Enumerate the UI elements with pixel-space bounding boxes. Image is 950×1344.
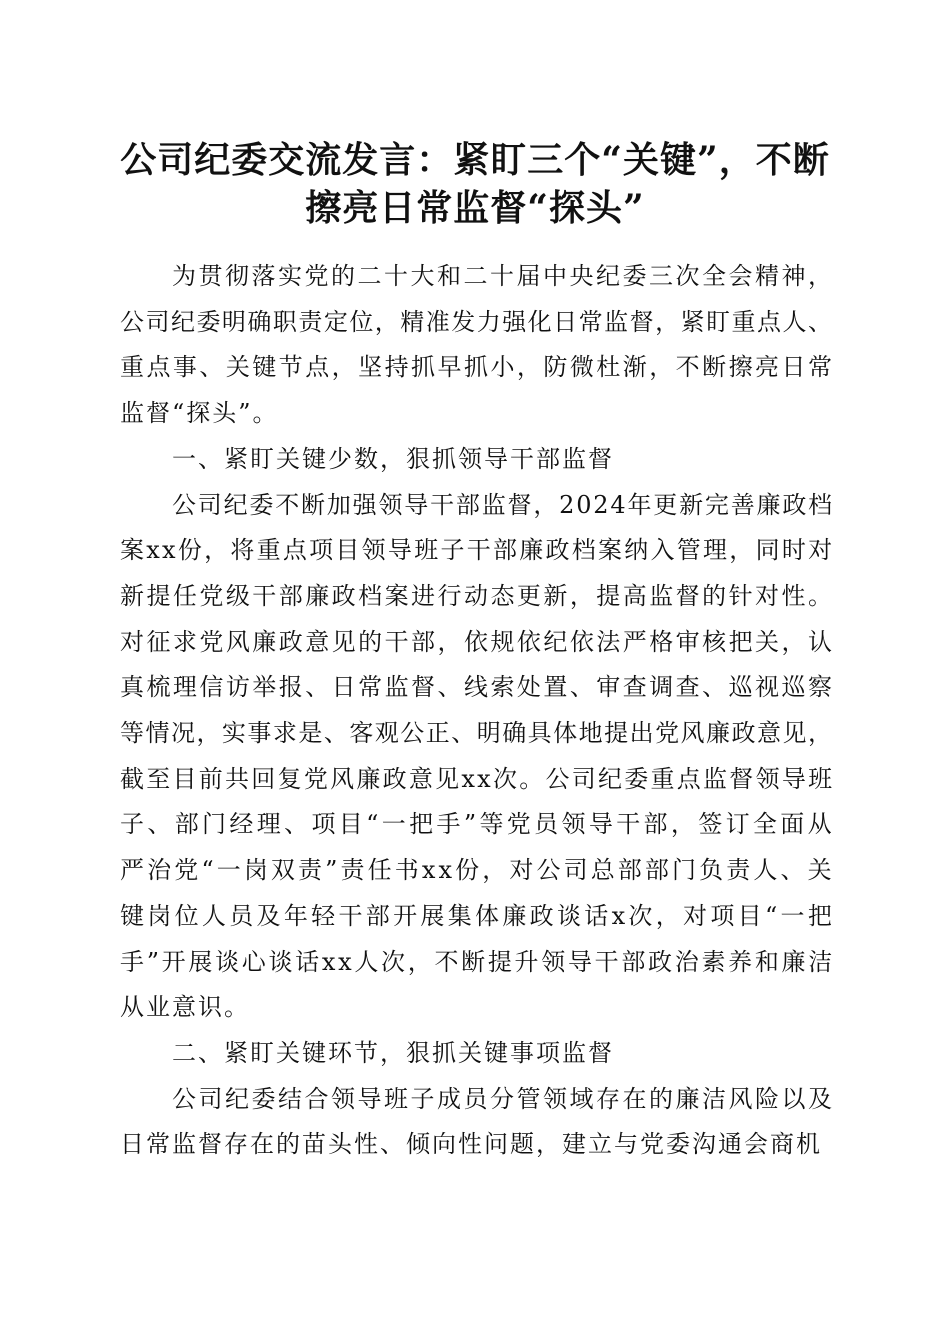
paragraph-line: 重点事、关键节点，坚持抓早抓小，防微杜渐，不断擦亮日常 <box>120 353 835 382</box>
paragraph-line: 公司纪委明确职责定位，精准发力强化日常监督，紧盯重点人、 <box>120 307 834 336</box>
document-title-line-1: 公司纪委交流发言：紧盯三个“关键”，不断 <box>120 139 830 181</box>
paragraph-line: 为贯彻落实党的二十大和二十届中央纪委三次全会精神， <box>172 262 835 290</box>
paragraph-line: 严治党“一岗双责”责任书xx份，对公司总部部门负责人、关 <box>120 856 835 885</box>
paragraph-line: 新提任党级干部廉政档案进行动态更新，提高监督的针对性。 <box>120 581 835 610</box>
paragraph-line: 公司纪委不断加强领导干部监督，2024年更新完善廉政档 <box>172 490 834 519</box>
paragraph-line: 子、部门经理、项目“一把手”等党员领导干部，签订全面从 <box>120 810 835 839</box>
section-heading: 一、紧盯关键少数，狠抓领导干部监督 <box>172 444 614 473</box>
document-title-line-2: 擦亮日常监督“探头” <box>305 187 645 229</box>
paragraph-line: 从业意识。 <box>120 993 250 1022</box>
paragraph-line: 案xx份，将重点项目领导班子干部廉政档案纳入管理，同时对 <box>120 536 835 565</box>
paragraph-line: 等情况，实事求是、客观公正、明确具体地提出党风廉政意见， <box>120 719 834 747</box>
paragraph-line: 键岗位人员及年轻干部开展集体廉政谈话x次，对项目“一把 <box>120 901 836 930</box>
section-heading: 二、紧盯关键环节，狠抓关键事项监督 <box>172 1038 614 1067</box>
paragraph-line: 截至目前共回复党风廉政意见xx次。公司纪委重点监督领导班 <box>120 764 835 793</box>
paragraph-line: 公司纪委结合领导班子成员分管领域存在的廉洁风险以及 <box>172 1084 835 1113</box>
paragraph-line: 真梳理信访举报、日常监督、线索处置、审查调查、巡视巡察 <box>120 673 835 702</box>
paragraph-line: 监督“探头”。 <box>120 399 279 428</box>
paragraph-line: 对征求党风廉政意见的干部，依规依纪依法严格审核把关，认 <box>120 627 835 656</box>
paragraph-line: 日常监督存在的苗头性、倾向性问题，建立与党委沟通会商机 <box>120 1130 822 1159</box>
paragraph-line: 手”开展谈心谈话xx人次，不断提升领导干部政治素养和廉洁 <box>120 947 835 976</box>
